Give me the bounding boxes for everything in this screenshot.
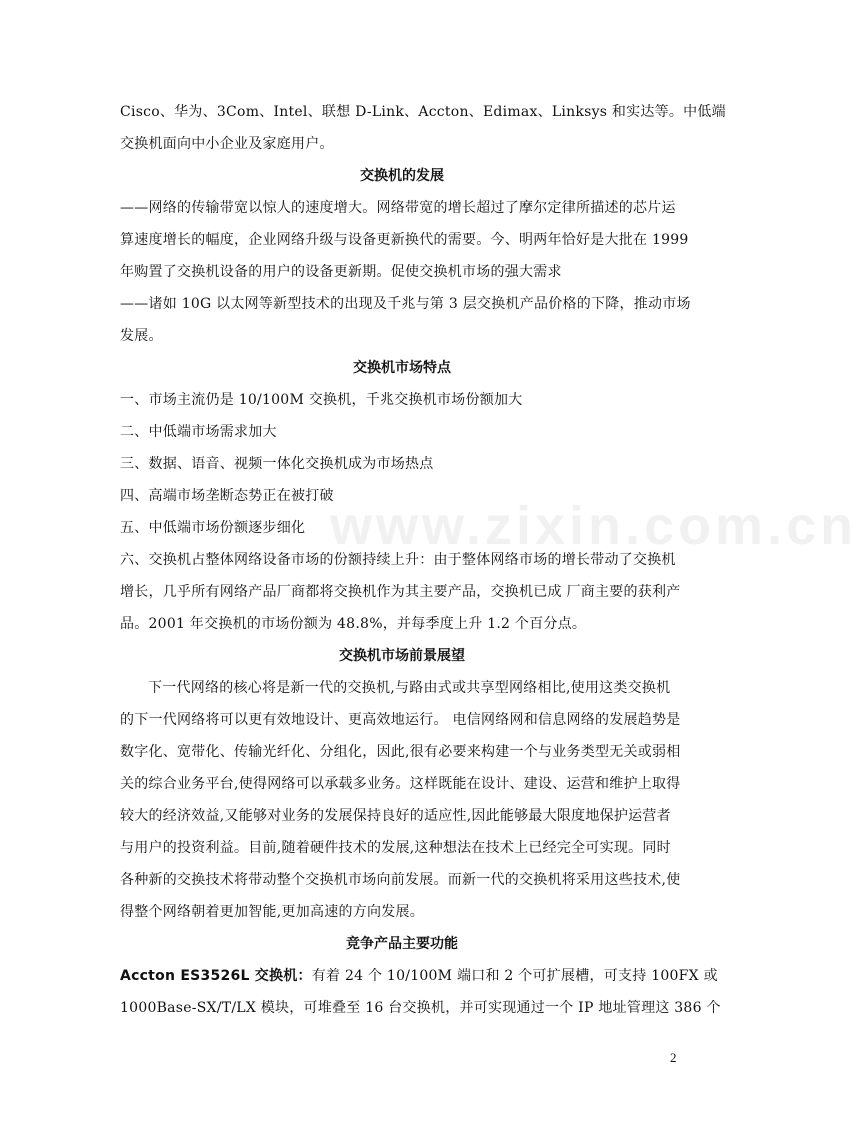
development-line-2: 算速度增长的幅度，企业网络升级与设备更新换代的需要。今、明两年恰好是大批在 1999 bbox=[120, 232, 689, 248]
features-line-4: 四、高端市场垄断态势正在被打破 bbox=[120, 488, 334, 504]
outlook-line-6: 与用户的投资利益。目前,随着硬件技术的发展,这种想法在技术上已经完全可实现。同时 bbox=[120, 840, 671, 856]
outlook-line-4: 关的综合业务平台,使得网络可以承载多业务。这样既能在设计、建设、运营和维护上取得 bbox=[120, 776, 681, 792]
outlook-line-1: 下一代网络的核心将是新一代的交换机,与路由式或共享型网络相比,使用这类交换机 bbox=[148, 680, 671, 696]
features-line-3: 三、数据、语音、视频一体化交换机成为市场热点 bbox=[120, 456, 434, 472]
competition-line-1 bbox=[120, 960, 718, 992]
features-line-6: 六、交换机占整体网络设备市场的份额持续上升：由于整体网络市场的增长带动了交换机 bbox=[120, 552, 676, 568]
product-description: 有着 24 个 10/100M 端口和 2 个可扩展槽，可支持 100FX 或 bbox=[311, 968, 718, 984]
development-line-4: ——诸如 10G 以太网等新型技术的出现及千兆与第 3 层交换机产品价格的下降，推动市场 bbox=[120, 296, 691, 312]
outlook-line-5: 较大的经济效益,又能够对业务的发展保持良好的适应性,因此能够最大限度地保护运营者 bbox=[120, 808, 671, 824]
features-line-5: 五、中低端市场份额逐步细化 bbox=[120, 520, 306, 536]
features-line-8: 品。2001 年交换机的市场份额为 48.8%，并每季度上升 1.2 个百分点。 bbox=[120, 616, 587, 632]
section-heading-features: 交换机市场特点 bbox=[353, 360, 451, 376]
outlook-line-7: 各种新的交换技术将带动整个交换机市场向前发展。而新一代的交换机将采用这些技术,使 bbox=[120, 872, 681, 888]
document-page bbox=[120, 96, 726, 1024]
section-heading-development: 交换机的发展 bbox=[360, 168, 444, 184]
features-line-7: 增长，几乎所有网络产品厂商都将交换机作为其主要产品，交换机已成 厂商主要的获利产 bbox=[120, 584, 681, 600]
section-heading-competition: 竞争产品主要功能 bbox=[346, 936, 458, 952]
outlook-line-2: 的下一代网络将可以更有效地设计、更高效地运行。 电信网络网和信息网络的发展趋势是 bbox=[120, 712, 681, 728]
page-number: 2 bbox=[670, 1050, 677, 1065]
development-line-5: 发展。 bbox=[120, 328, 163, 344]
section-heading-outlook: 交换机市场前景展望 bbox=[339, 648, 465, 664]
intro-line-1: Cisco、华为、3Com、Intel、联想 D-Link、Accton、Edimax、Linksys 和实达等。中低端 bbox=[120, 104, 726, 120]
outlook-line-8: 得整个网络朝着更加智能,更加高速的方向发展。 bbox=[120, 904, 424, 920]
features-line-2: 二、中低端市场需求加大 bbox=[120, 424, 277, 440]
intro-line-2: 交换机面向中小企业及家庭用户。 bbox=[120, 136, 334, 152]
development-line-1: ——网络的传输带宽以惊人的速度增大。网络带宽的增长超过了摩尔定律所描述的芯片运 bbox=[120, 200, 676, 216]
outlook-line-3: 数字化、宽带化、传输光纤化、分组化，因此,很有必要来构建一个与业务类型无关或弱相 bbox=[120, 744, 681, 760]
product-name: Accton ES3526L 交换机： bbox=[120, 968, 312, 984]
watermark: www.zixin.com.cn bbox=[330, 496, 857, 556]
competition-line-2: 1000Base-SX/T/LX 模块，可堆叠至 16 台交换机，并可实现通过一个 IP 地址管理这 386 个 bbox=[120, 1000, 721, 1016]
features-line-1: 一、市场主流仍是 10/100M 交换机，千兆交换机市场份额加大 bbox=[120, 392, 523, 408]
development-line-3: 年购置了交换机设备的用户的设备更新期。促使交换机市场的强大需求 bbox=[120, 264, 562, 280]
